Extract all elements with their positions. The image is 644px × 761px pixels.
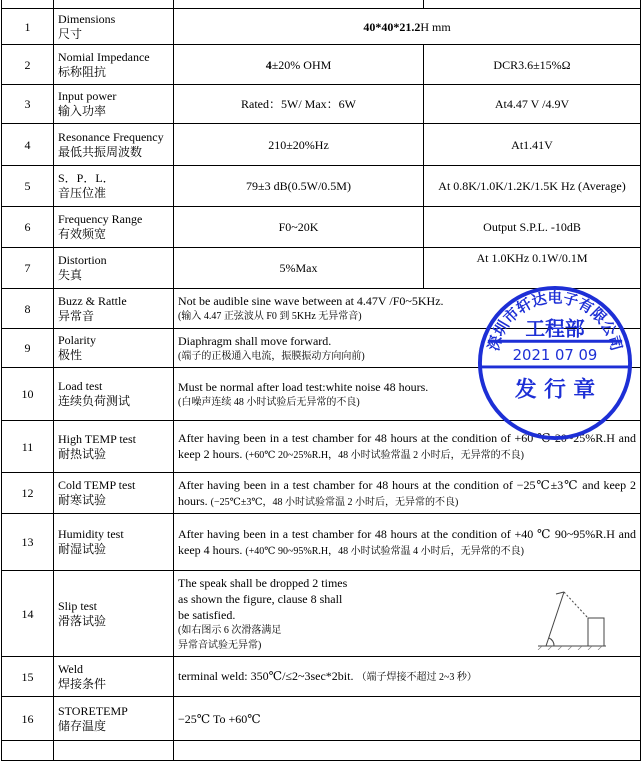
table-row [2,248,641,289]
requirement-note: （端子焊接不超过 2~3 秒） [356,672,477,683]
row-number: 11 [2,421,54,473]
slip-test-figure [536,588,608,650]
table-row [2,45,641,85]
row-number: 6 [2,207,54,248]
row-number: 10 [2,368,54,421]
condition-cell: Output S.P.L. -10dB [424,207,641,248]
dimension-unit: H mm [420,19,451,34]
condition-cell: At1.41V [424,124,641,166]
item-en: Input power [58,89,117,103]
requirement-text-cont: and keep 2 hours. [178,477,636,508]
item-cn: 滑落试验 [58,613,107,628]
item-en: Buzz & Rattle [58,293,127,308]
value-cell [174,45,424,85]
item-en: Distortion [58,253,107,267]
figure-hatch [588,646,592,650]
table-row [2,124,641,166]
impedance-value: 4 [265,57,272,72]
item-cell [54,289,174,329]
figure-block [588,618,604,646]
requirement-text: After having been in a test chamber for 48 hours at the condition of +60 ℃ [178,431,552,445]
item-cn: 异常音 [58,308,95,323]
row-number: 13 [2,514,54,571]
item-cell [54,473,174,514]
impedance-tolerance: ±20% OHM [271,57,332,72]
item-cn: 极性 [58,348,83,362]
figure-hatch [548,646,552,650]
row-number: 15 [2,657,54,697]
value-cell [174,473,641,514]
row-number: 4 [2,124,54,166]
item-cn: 最低共振周波数 [58,144,143,159]
item-en: Weld [58,661,84,676]
item-cell [54,368,174,421]
requirement-text: After having been in a test chamber for 48 hours at the condition of −25℃±3℃ [178,477,579,492]
requirement-text: Not be audible sine wave between at 4.47V /F0~5KHz. [178,294,444,308]
item-cn: 储存温度 [58,718,107,733]
condition-cell: At4.47 V /4.9V [424,85,641,124]
condition-cell: At 0.8K/1.0K/1.2K/1.5K Hz (Average) [424,166,641,207]
figure-hatch [568,646,572,650]
company-stamp [476,284,634,442]
requirement-text: After having been in a test chamber for 48 hours at the condition of +40 ℃ [178,526,552,541]
stamp-company-text: 深圳市轩达电子有限公司 [485,289,625,353]
figure-angle-arc [549,638,554,646]
row-number: 14 [2,571,54,657]
item-en: STORETEMP [58,703,128,718]
item-cell [54,85,174,124]
item-cn: 耐寒试验 [58,493,107,507]
figure-ramp-line [546,592,564,646]
item-cell [54,571,174,657]
item-en: S．P．L． [58,171,115,185]
requirement-text-cont: 90~95%R.H and keep 4 hours. [178,526,637,557]
item-cell [54,9,174,45]
table-row [2,697,641,741]
item-en: Polarity [58,333,96,347]
requirement-note: (端子的正极通入电流，振膜振动方向向前) [178,350,365,362]
row-number: 3 [2,85,54,124]
item-en: High TEMP test [58,431,137,446]
item-en: Nomial Impedance [58,49,150,64]
table-row [2,657,641,697]
requirement-text: terminal weld: 350℃/≤2~3sec*2bit. [178,669,354,683]
item-cn: 尺寸 [58,26,83,41]
item-cn: 音压位准 [58,186,107,200]
item-cell [54,329,174,368]
value-cell: 210±20%Hz [174,124,424,166]
item-en: Resonance Frequency [58,129,164,144]
item-cell [54,514,174,571]
table-row-header-stub [2,0,641,9]
condition-cell: DCR3.6±15%Ω [424,45,641,85]
item-cell [54,248,174,289]
requirement-note: (输入 4.47 正弦波从 F0 到 5KHz 无异常音) [178,311,362,322]
item-cell [54,45,174,85]
figure-arrow-line [556,592,564,594]
row-number: 8 [2,289,54,329]
requirement-line: The speak shall be dropped 2 times [178,575,348,590]
item-en: Humidity test [58,527,124,541]
item-cn: 连续负荷测试 [58,394,131,408]
value-cell: Rated：5W/ Max：6W [174,85,424,124]
figure-hatch [598,646,602,650]
row-number: 12 [2,473,54,514]
value-cell: 5%Max [174,248,424,289]
requirement-text-cont: 20~25%R.H and keep 2 hours. [178,431,637,461]
stamp-date: 2021 07 09 [512,347,598,365]
dimension-value: 40*40*21.2 [363,19,421,34]
item-en: Frequency Range [58,212,143,226]
table-row [2,473,641,514]
table-row [2,207,641,248]
row-number: 9 [2,329,54,368]
requirement-note: (−25℃±3℃，48 小时试验常温 2 小时后，无异常的不良) [210,496,459,508]
item-cell [54,657,174,697]
item-en: Dimensions [58,11,116,26]
row-number: 2 [2,45,54,85]
requirement-note: (+60℃ 20~25%R.H，48 小时试验常温 2 小时后，无异常的不良) [245,450,524,461]
item-en: Slip test [58,598,98,613]
value-cell: F0~20K [174,207,424,248]
item-en: Load test [58,379,103,393]
item-cn: 耐湿试验 [58,542,107,556]
figure-hatch [538,646,542,650]
row-number: 16 [2,697,54,741]
stamp-department: 工程部 [525,317,585,341]
item-cell [54,124,174,166]
item-cn: 标称阻抗 [58,64,107,79]
requirement-line: as shown the figure, clause 8 shall [178,591,343,606]
figure-hatch [558,646,562,650]
value-cell [174,697,641,741]
row-number: 1 [2,9,54,45]
requirement-note: 异常音试验无异常) [178,639,262,651]
stamp-issue-label: 发 行 章 [514,377,596,403]
requirement-text: Diaphragm shall move forward. [178,333,332,348]
requirement-text: −25℃ To +60℃ [178,711,261,726]
item-cn: 耐热试验 [58,446,107,461]
requirement-note: (如右图示 6 次滑落满足 [178,624,282,636]
row-number: 5 [2,166,54,207]
condition-cell: At 1.0KHz 0.1W/0.1M [424,248,641,289]
item-cell [54,166,174,207]
item-cn: 有效频宽 [58,227,107,241]
table-row [2,9,641,45]
value-cell [174,9,641,45]
item-en: Cold TEMP test [58,478,136,492]
requirement-line: be satisfied. [178,607,236,622]
table-row [2,166,641,207]
requirement-text: Must be normal after load test:white noise 48 hours. [178,379,429,394]
figure-dashed-line [564,592,588,618]
table-row [2,85,641,124]
item-cn: 焊接条件 [58,676,107,691]
value-cell [174,514,641,571]
requirement-note: (+40℃ 90~95%R.H，48 小时试验常温 4 小时后，无异常的不良) [245,545,524,557]
requirement-note: (白噪声连续 48 小时试验后无异常的不良) [178,396,360,408]
item-cell [54,421,174,473]
item-cell [54,207,174,248]
value-cell [174,657,641,697]
table-row-footer-stub [2,741,641,761]
value-cell: 79±3 dB(0.5W/0.5M) [174,166,424,207]
row-number: 7 [2,248,54,289]
table-row [2,514,641,571]
item-cell [54,697,174,741]
figure-hatch [578,646,582,650]
item-cn: 失真 [58,268,83,282]
item-cn: 输入功率 [58,104,107,118]
